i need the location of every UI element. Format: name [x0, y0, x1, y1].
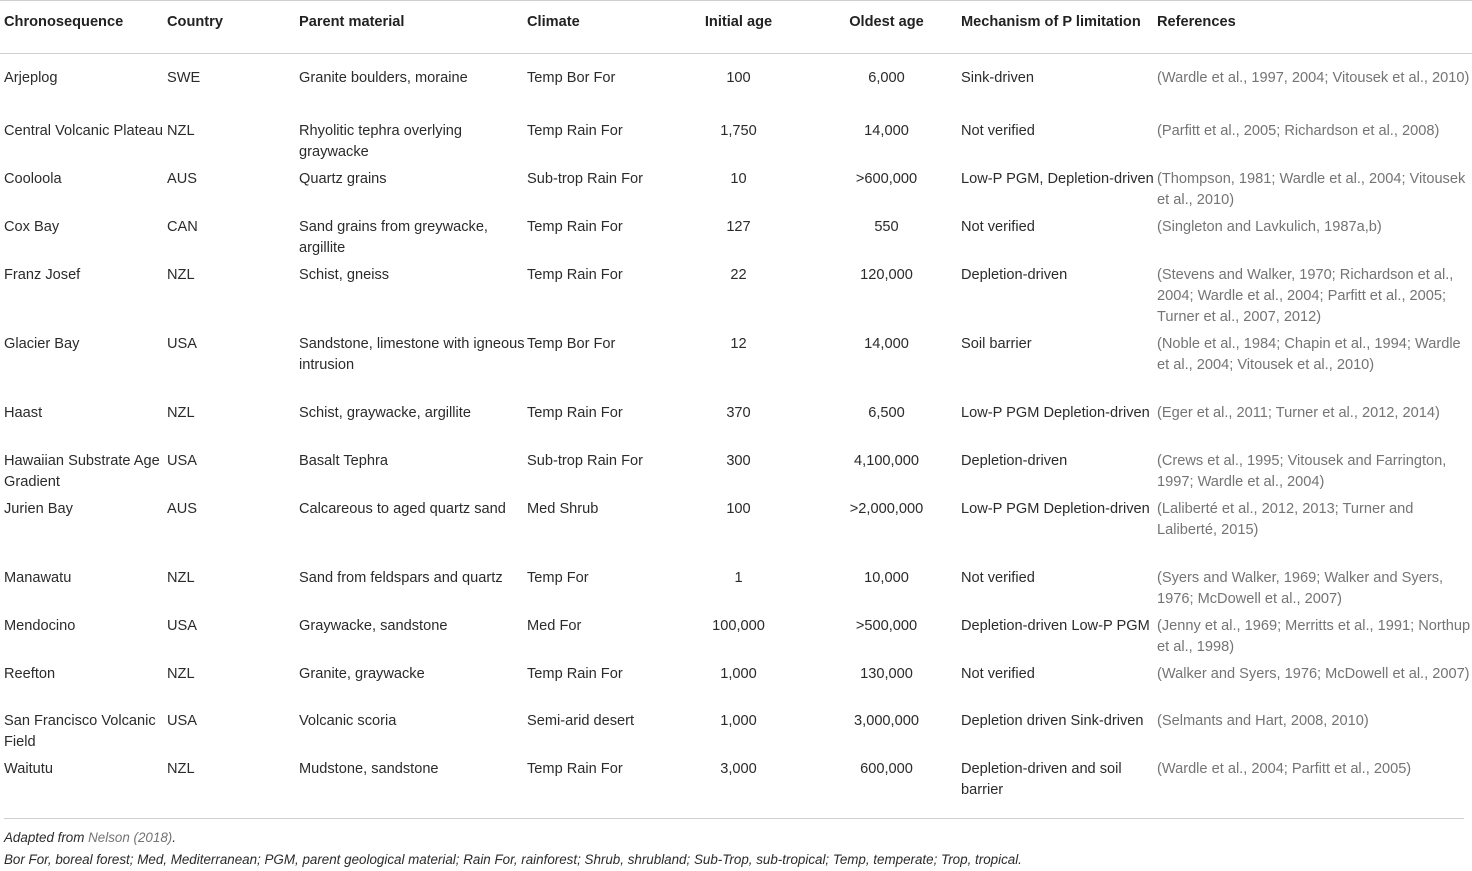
mechanism-cell: Sink-driven [961, 70, 1034, 86]
initial-age-cell: 10 [730, 170, 747, 187]
header-chronosequence: Chronosequence [4, 14, 124, 30]
mechanism-cell: Depletion driven Sink-driven [961, 712, 1144, 729]
initial-age-cell: 1,000 [720, 712, 757, 729]
climate-cell: Temp Rain For [527, 218, 623, 235]
mechanism-cell: Depletion-driven Low-P PGM [961, 617, 1150, 634]
abbreviations-note: Bor For, boreal forest; Med, Mediterranean; PGM, parent geological material; Rain For, rainforest; Shrub, shrubland; Sub-Trop, sub-tropical; Temp, temperate; Trop, tropical. [4, 852, 1022, 867]
oldest-age-cell: 6,000 [868, 70, 905, 86]
table-footnotes [4, 818, 1464, 871]
references-cell[interactable]: (Parfitt et al., 2005; Richardson et al., 2008) [1157, 122, 1440, 139]
parent-material-cell: Granite boulders, moraine [299, 70, 468, 86]
chronosequence-cell: Glacier Bay [4, 335, 80, 352]
oldest-age-cell: 130,000 [860, 665, 913, 682]
oldest-age-cell: 10,000 [864, 569, 909, 586]
initial-age-cell: 127 [726, 218, 751, 235]
climate-cell: Temp Bor For [527, 335, 616, 352]
references-cell[interactable]: (Stevens and Walker, 1970; Richardson et al., 2004; Wardle et al., 2004; Parfitt et al., 2005; Turner et al., 2007, 2012) [1157, 266, 1454, 325]
climate-cell: Temp For [527, 569, 589, 586]
header-climate: Climate [527, 14, 580, 30]
climate-cell: Sub-trop Rain For [527, 170, 643, 187]
header-oldest-age: Oldest age [849, 14, 924, 30]
oldest-age-cell: >600,000 [855, 170, 918, 187]
climate-cell: Temp Rain For [527, 266, 623, 283]
table-row [0, 397, 1472, 445]
climate-cell: Temp Rain For [527, 665, 623, 682]
table-row [0, 753, 1472, 801]
chronosequence-cell: Reefton [4, 665, 56, 682]
parent-material-cell: Calcareous to aged quartz sand [299, 500, 506, 517]
chronosequence-cell: Waitutu [4, 760, 53, 777]
oldest-age-cell: 4,100,000 [854, 452, 919, 469]
climate-cell: Temp Rain For [527, 122, 623, 139]
country-cell: USA [167, 335, 198, 352]
mechanism-cell: Depletion-driven [961, 452, 1068, 469]
header-country: Country [167, 14, 223, 30]
climate-cell: Med For [527, 617, 582, 634]
mechanism-cell: Not verified [961, 569, 1035, 586]
chronosequence-cell: Jurien Bay [4, 500, 73, 517]
initial-age-cell: 100 [726, 500, 751, 517]
initial-age-cell: 300 [726, 452, 751, 469]
references-cell[interactable]: (Singleton and Lavkulich, 1987a,b) [1157, 218, 1382, 235]
mechanism-cell: Not verified [961, 122, 1035, 139]
adapted-note [4, 827, 1464, 849]
references-cell[interactable]: (Jenny et al., 1969; Merritts et al., 1991; Northup et al., 1998) [1157, 617, 1471, 655]
initial-age-cell: 370 [726, 404, 751, 421]
mechanism-cell: Depletion-driven [961, 266, 1068, 283]
country-cell: SWE [167, 70, 201, 86]
table-row [0, 163, 1472, 211]
oldest-age-cell: 3,000,000 [854, 712, 919, 729]
oldest-age-cell: 550 [874, 218, 899, 235]
country-cell: NZL [167, 266, 195, 283]
initial-age-cell: 1,750 [720, 122, 757, 139]
country-cell: AUS [167, 170, 198, 187]
references-cell[interactable]: (Thompson, 1981; Wardle et al., 2004; Vitousek et al., 2010) [1157, 170, 1466, 208]
table-row [0, 211, 1472, 259]
initial-age-cell: 1 [734, 569, 743, 586]
mechanism-cell: Depletion-driven and soil barrier [961, 760, 1122, 798]
references-cell[interactable]: (Wardle et al., 2004; Parfitt et al., 2005) [1157, 760, 1412, 777]
table-row [0, 445, 1472, 493]
chronosequence-cell: San Francisco Volcanic Field [4, 712, 156, 750]
table-row [0, 610, 1472, 658]
initial-age-cell: 100,000 [712, 617, 765, 634]
header-mechanism: Mechanism of P limitation [961, 14, 1141, 30]
references-cell[interactable]: (Eger et al., 2011; Turner et al., 2012, 2014) [1157, 404, 1440, 421]
parent-material-cell: Granite, graywacke [299, 665, 425, 682]
oldest-age-cell: 600,000 [860, 760, 913, 777]
table-row [0, 259, 1472, 328]
chronosequence-cell: Cox Bay [4, 218, 60, 235]
chronosequence-cell: Central Volcanic Plateau [4, 122, 164, 139]
country-cell: AUS [167, 500, 198, 517]
country-cell: CAN [167, 218, 198, 235]
country-cell: NZL [167, 665, 195, 682]
parent-material-cell: Mudstone, sandstone [299, 760, 439, 777]
chronosequence-cell: Franz Josef [4, 266, 81, 283]
references-cell[interactable]: (Syers and Walker, 1969; Walker and Syers, 1976; McDowell et al., 2007) [1157, 569, 1444, 607]
chronosequence-cell: Arjeplog [4, 70, 58, 86]
oldest-age-cell: 14,000 [864, 335, 909, 352]
table-row [0, 54, 1472, 115]
climate-cell: Sub-trop Rain For [527, 452, 643, 469]
parent-material-cell: Sandstone, limestone with igneous intrusion [299, 335, 525, 373]
parent-material-cell: Sand grains from greywacke, argillite [299, 218, 488, 256]
initial-age-cell: 3,000 [720, 760, 757, 777]
header-parent-material: Parent material [299, 14, 405, 30]
oldest-age-cell: 120,000 [860, 266, 913, 283]
chronosequence-cell: Cooloola [4, 170, 62, 187]
country-cell: USA [167, 452, 198, 469]
parent-material-cell: Rhyolitic tephra overlying graywacke [299, 122, 463, 160]
references-cell[interactable]: (Laliberté et al., 2012, 2013; Turner and Laliberté, 2015) [1157, 500, 1414, 538]
header-references: References [1157, 14, 1236, 30]
oldest-age-cell: >500,000 [855, 617, 918, 634]
mechanism-cell: Not verified [961, 218, 1035, 235]
climate-cell: Med Shrub [527, 500, 599, 517]
table-row [0, 328, 1472, 397]
initial-age-cell: 1,000 [720, 665, 757, 682]
parent-material-cell: Schist, gneiss [299, 266, 390, 283]
country-cell: NZL [167, 404, 195, 421]
mechanism-cell: Low-P PGM, Depletion-driven [961, 170, 1154, 187]
chronosequence-cell: Mendocino [4, 617, 76, 634]
table-row [0, 115, 1472, 163]
references-cell[interactable]: (Selmants and Hart, 2008, 2010) [1157, 712, 1369, 729]
oldest-age-cell: 14,000 [864, 122, 909, 139]
country-cell: USA [167, 712, 198, 729]
mechanism-cell: Not verified [961, 665, 1035, 682]
oldest-age-cell: 6,500 [868, 404, 905, 421]
parent-material-cell: Basalt Tephra [299, 452, 388, 469]
mechanism-cell: Soil barrier [961, 335, 1032, 352]
climate-cell: Semi-arid desert [527, 712, 635, 729]
table-row [0, 705, 1472, 753]
header-row [0, 1, 1472, 54]
table-row [0, 562, 1472, 610]
table-row [0, 493, 1472, 562]
mechanism-cell: Low-P PGM Depletion-driven [961, 500, 1150, 517]
references-cell[interactable]: (Crews et al., 1995; Vitousek and Farrington, 1997; Wardle et al., 2004) [1157, 452, 1447, 490]
parent-material-cell: Schist, graywacke, argillite [299, 404, 471, 421]
climate-cell: Temp Bor For [527, 70, 616, 86]
table-row [0, 658, 1472, 705]
parent-material-cell: Volcanic scoria [299, 712, 397, 729]
climate-cell: Temp Rain For [527, 404, 623, 421]
parent-material-cell: Graywacke, sandstone [299, 617, 448, 634]
references-cell[interactable]: (Noble et al., 1984; Chapin et al., 1994; Wardle et al., 2004; Vitousek et al., 2010) [1157, 335, 1461, 373]
table-body [0, 54, 1472, 801]
chronosequence-cell: Manawatu [4, 569, 72, 586]
oldest-age-cell: >2,000,000 [849, 500, 924, 517]
references-cell[interactable]: (Walker and Syers, 1976; McDowell et al., 2007) [1157, 665, 1470, 682]
initial-age-cell: 100 [726, 70, 751, 86]
adapted-source-link[interactable]: Nelson (2018) [88, 830, 173, 845]
initial-age-cell: 22 [730, 266, 747, 283]
parent-material-cell: Sand from feldspars and quartz [299, 569, 503, 586]
country-cell: NZL [167, 122, 195, 139]
adapted-prefix: Adapted from [4, 830, 89, 845]
country-cell: NZL [167, 760, 195, 777]
mechanism-cell: Low-P PGM Depletion-driven [961, 404, 1150, 421]
header-initial-age: Initial age [704, 14, 773, 30]
country-cell: USA [167, 617, 198, 634]
references-cell[interactable]: (Wardle et al., 1997, 2004; Vitousek et al., 2010) [1157, 70, 1470, 86]
chronosequence-cell: Hawaiian Substrate Age Gradient [4, 452, 160, 490]
parent-material-cell: Quartz grains [299, 170, 387, 187]
chronosequence-cell: Haast [4, 404, 43, 421]
country-cell: NZL [167, 569, 195, 586]
climate-cell: Temp Rain For [527, 760, 623, 777]
adapted-suffix: . [172, 830, 176, 845]
initial-age-cell: 12 [730, 335, 747, 352]
